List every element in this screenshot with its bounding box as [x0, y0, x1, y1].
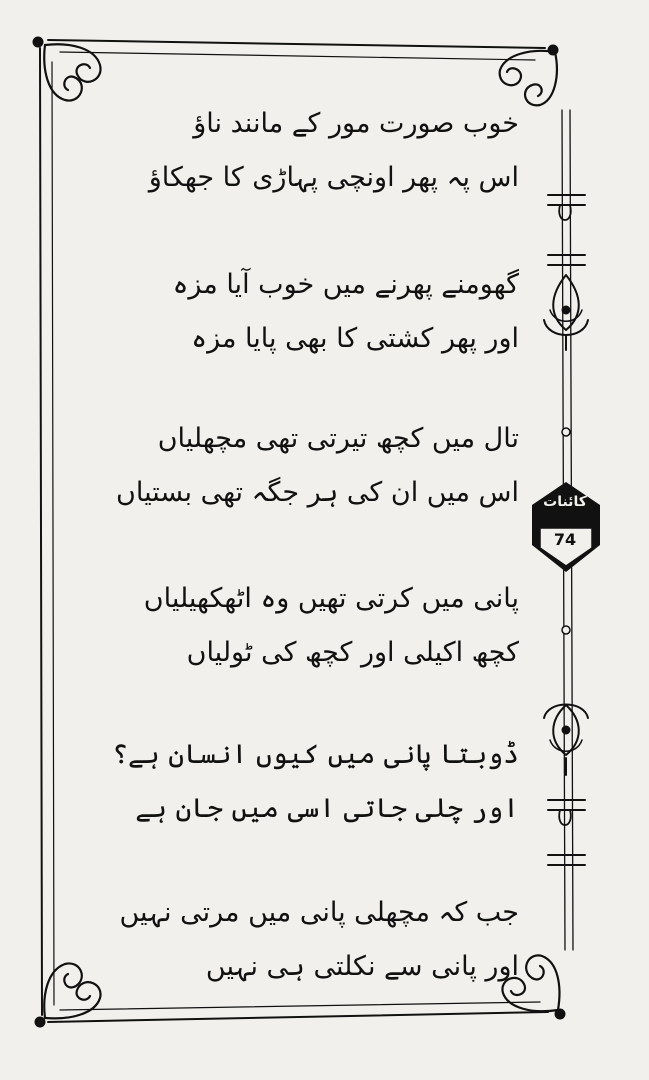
verse-line: گھومنے پھرنے میں خوب آیا مزہ	[172, 269, 519, 300]
verse-line: کچھ اکیلی اور کچھ کی ٹولیاں	[186, 637, 519, 668]
page-number: 74	[553, 530, 577, 549]
spine-ornament-lower	[548, 800, 585, 865]
verse-line: اور چلی جاتی اسی میں جان ہے	[135, 793, 519, 824]
stanza-5	[112, 728, 519, 836]
corner-ornament-top-left	[33, 37, 101, 101]
verse-line: اس پہ پھر اونچی پہاڑی کا جھکاؤ	[148, 162, 519, 193]
stanza-4	[139, 572, 519, 680]
corner-ornament-bottom-left	[35, 963, 101, 1027]
verse-line: اس میں ان کی ہر جگہ تھی بستیاں	[116, 477, 519, 508]
stanza-6	[119, 886, 519, 994]
stanza-1	[139, 97, 519, 205]
verse-line: اور پانی سے نکلتی ہی نہیں	[205, 951, 519, 982]
verse-line: ڈوبتا پانی میں کیوں انسان ہے؟	[112, 739, 519, 770]
spine-ornament-fleuron-top	[544, 275, 588, 350]
verse-line: اور پھر کشتی کا بھی پایا مزہ	[191, 323, 519, 354]
spine-ornament-upper	[548, 195, 585, 265]
verse-line: پانی میں کرتی تھیں وہ اٹھکھیلیاں	[143, 583, 519, 614]
spine-ornament-fleuron-bottom	[544, 705, 588, 776]
verse-line: تال میں کچھ تیرتی تھی مچھلیاں	[157, 423, 519, 454]
stanza-2	[139, 258, 519, 366]
badge-label: کائنات	[543, 494, 587, 510]
stanza-3	[116, 412, 519, 520]
verse-line: خوب صورت مور کے مانند ناؤ	[193, 108, 519, 139]
verse-line: جب کہ مچھلی پانی میں مرتی نہیں	[119, 897, 519, 928]
